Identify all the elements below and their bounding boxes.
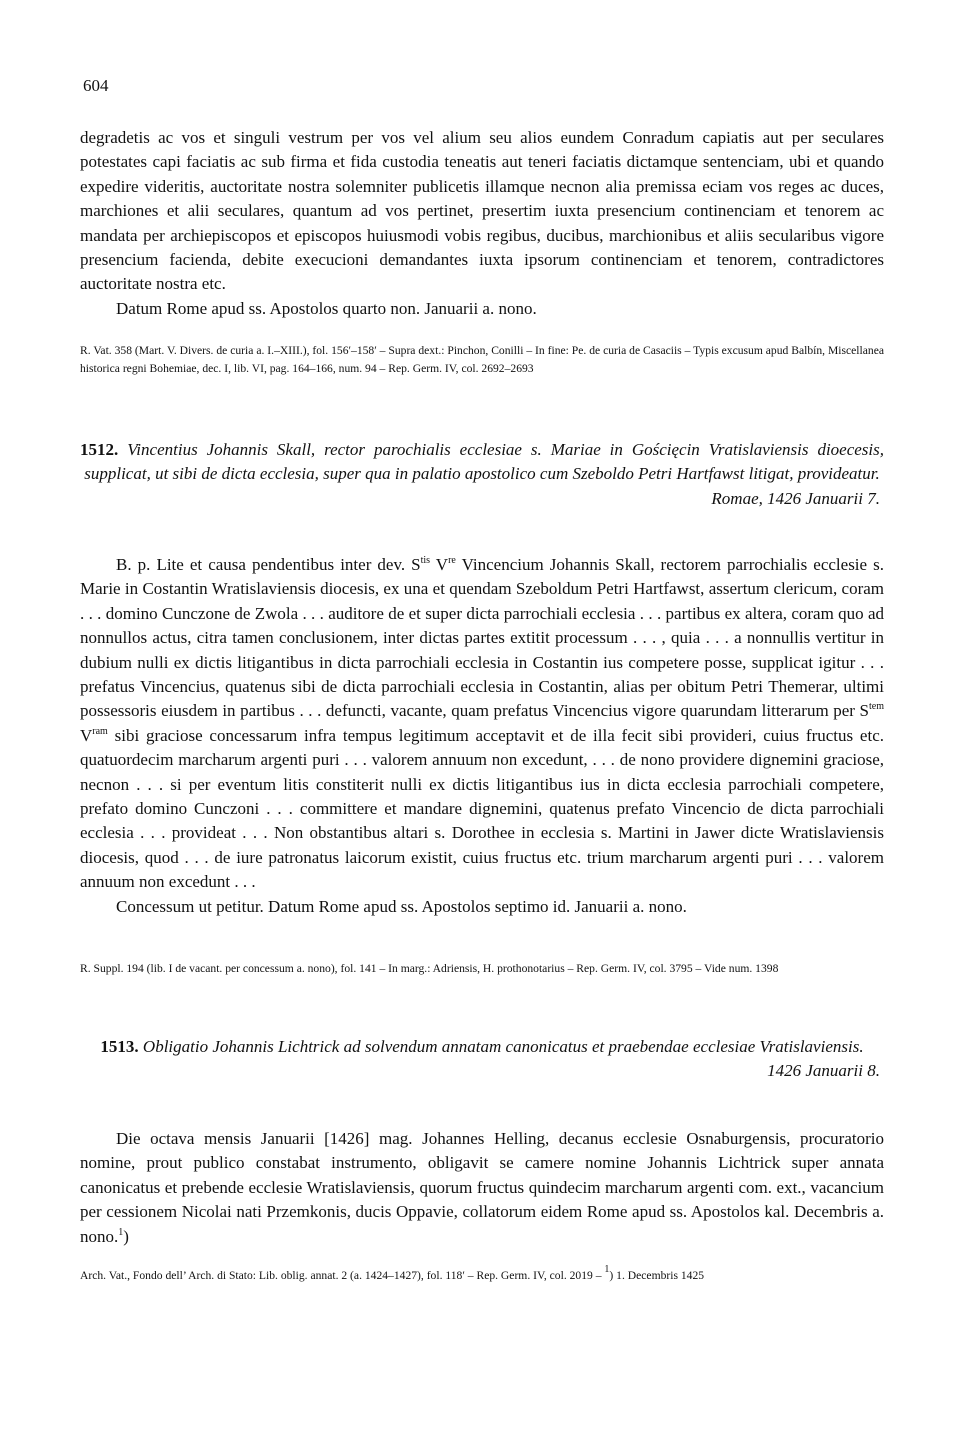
doc-1512-text-2: V xyxy=(430,555,449,574)
doc-1513-number: 1513. xyxy=(100,1037,139,1056)
doc-1513-heading xyxy=(80,1035,884,1084)
doc-1512-body xyxy=(80,553,884,919)
intro-paragraph: degradetis ac vos et singuli vestrum per vos vel alium seu alios eundem Conradum capiatis aut per seculares potestates capi faciatis ac sub firma et fida custodia teneatis aut teneri faciatis dictamque sentenciam, ubi et quando expedire videritis, auctoritate nostra solemniter publicetis illamque necnon alia premissa eciam vos reges ac duces, marchiones et alii seculares, quantum ad vos pertinet, presertim iuxta presencium continenciam et tenorem ac mandata per archiepiscopos et episcopos huiusmodi vobis regibus, ducibus, marchionibus et aliis secularibus vigore presencium facienda, debite execucioni demandantes iuxta ipsorum continenciam et tenorem, contradictores auctoritate nostra etc. xyxy=(80,128,884,294)
doc-1512-sup-4: ram xyxy=(92,725,108,737)
doc-1512-number: 1512. xyxy=(80,440,119,459)
doc-1512-concessum: Concessum ut petitur. Datum Rome apud ss. Apostolos septimo id. Januarii a. nono. xyxy=(116,896,687,916)
doc-1513-text: Die octava mensis Januarii [1426] mag. Johannes Helling, decanus ecclesie Osnaburgensis, procuratorio nomine, prout publico constabat instrumento, obligavit se camere nomine Johannis Lichtrick super annata canonicatus et prebende ecclesie Wratislaviensis, quorum fructus quindecim marcharum argenti com. ext., vacancium per cessionem Nicolai nati Przemkonis, ducis Oppavie, collatorum eidem Rome apud ss. Apostolos kal. Decembris a. nono. xyxy=(80,1129,884,1246)
doc-1512-text-3: Vincencium Johannis Skall, rectorem parrochialis ecclesie s. Marie in Costantin Wratislaviensis diocesis, ex una et quendam Szeboldum Petri Hartfawst, assertum clericum, coram . . . domino Cunczone de Zwola . . . auditore de et super dicta parrochiali ecclesia . . . partibus ex altera, coram quo ad nonnullos actus, citra tamen conclusionem, inter dictas partes extitit processum . . . , quia . . . a nonnullis vertitur in dubium nulli ex dictis litigantibus in dicta parrochiali ecclesia in Costantin ius competere posse, supplicat igitur . . . prefatus Vincencius, quatenus sibi de dicta parrochiali ecclesia in Costantin, alias per obitum Petri Themerar, ultimi possessoris eiusdem in partibus . . . defuncti, vacante, quam prefatus Vincencius vigore quarundam litterarum per S xyxy=(80,555,884,721)
doc-1512-sup-2: re xyxy=(448,555,456,566)
doc-1512-title xyxy=(80,438,884,487)
doc-1512-sup-3: tem xyxy=(869,701,884,713)
doc-1513-footnote-mark: 1 xyxy=(118,1226,124,1238)
doc-1512-text-5: sibi graciose concessarum infra tempus legitimum acceptavit et de illa fecit sibi provideri, cuius fructus etc. quatuordecim marcharum argenti puri . . . valorem annuum non excedunt, . . . de nono providere dignemini graciose, necnon . . . si per eventum litis constiterit nulli ex dictis litigantibus ius in dicta ecclesia parrochiali competere, prefato domino Cunczoni . . . committere et mandare dignemini, quatenus prefato Vincencio de dicta parrochiali ecclesia . . . provideat . . . Non obstantibus altari s. Dorothee in ecclesia s. Martini in Jawer dicte Wratislaviensis diocesis, quod . . . de iure patronatus laicorum existit, cuius fructus etc. trium marcharum argenti puri . . . valorem annuum non excedunt . . . xyxy=(80,725,884,892)
intro-text xyxy=(80,126,884,321)
doc-1513-text-end: ) xyxy=(123,1226,129,1246)
doc-1512-date: Romae, 1426 Januarii 7. xyxy=(711,488,880,508)
doc-1513-note-mark: 1 xyxy=(604,1264,610,1275)
doc-1512-source-note xyxy=(80,960,884,978)
doc-1513-title xyxy=(80,1035,884,1059)
doc-1513-date: 1426 Januarii 8. xyxy=(767,1061,880,1081)
page-number: 604 xyxy=(83,76,109,95)
doc-1513-note-1: Arch. Vat., Fondo dell’ Arch. di Stato: Lib. oblig. annat. 2 (a. 1424–1427), fol. 118′ – Rep. Germ. IV, col. 2019 – xyxy=(80,1269,605,1282)
doc-1512-heading xyxy=(80,438,884,511)
doc-1512-note-text: R. Suppl. 194 (lib. I de vacant. per concessum a. nono), fol. 141 – In marg.: Adriensis, H. prothonotarius – Rep. Germ. IV, col. 3795 – Vide num. 1398 xyxy=(80,962,779,975)
intro-source-note xyxy=(80,342,884,378)
doc-1513-source-note xyxy=(80,1264,884,1285)
doc-1513-paragraph xyxy=(80,1127,884,1249)
doc-1512-title-text: Vincentius Johannis Skall, rector parochialis ecclesiae s. Mariae in Gościęcin Vratislaviensis dioecesis, supplicat, ut sibi de dicta ecclesia, super qua in palatio apostolico cum Szeboldo Petri Hartfawst litigat, provideatur. xyxy=(84,440,885,484)
doc-1513-note-text xyxy=(80,1264,884,1285)
doc-1512-text-1: B. p. Lite et causa pendentibus inter dev. S xyxy=(116,555,421,574)
doc-1513-note-2: ) 1. Decembris 1425 xyxy=(609,1269,705,1282)
doc-1512-paragraph xyxy=(80,553,884,895)
intro-datum: Datum Rome apud ss. Apostolos quarto non. Januarii a. nono. xyxy=(116,298,537,318)
doc-1513-body xyxy=(80,1127,884,1249)
doc-1513-title-text: Obligatio Johannis Lichtrick ad solvendum annatam canonicatus et praebendae ecclesiae Vratislaviensis. xyxy=(142,1037,864,1056)
source-note-text: R. Vat. 358 (Mart. V. Divers. de curia a. I.–XIII.), fol. 156′–158′ – Supra dext.: Pinchon, Conilli – In fine: Pe. de curia de Casaciis – Typis excusum apud Balbín, Miscellanea historica regni Bohemiae, dec. I, lib. VI, pag. 164–166, num. 94 – Rep. Germ. IV, col. 2692–2693 xyxy=(80,344,884,376)
doc-1512-sup-1: tis xyxy=(420,555,431,566)
doc-1512-text-4: V xyxy=(80,725,93,745)
